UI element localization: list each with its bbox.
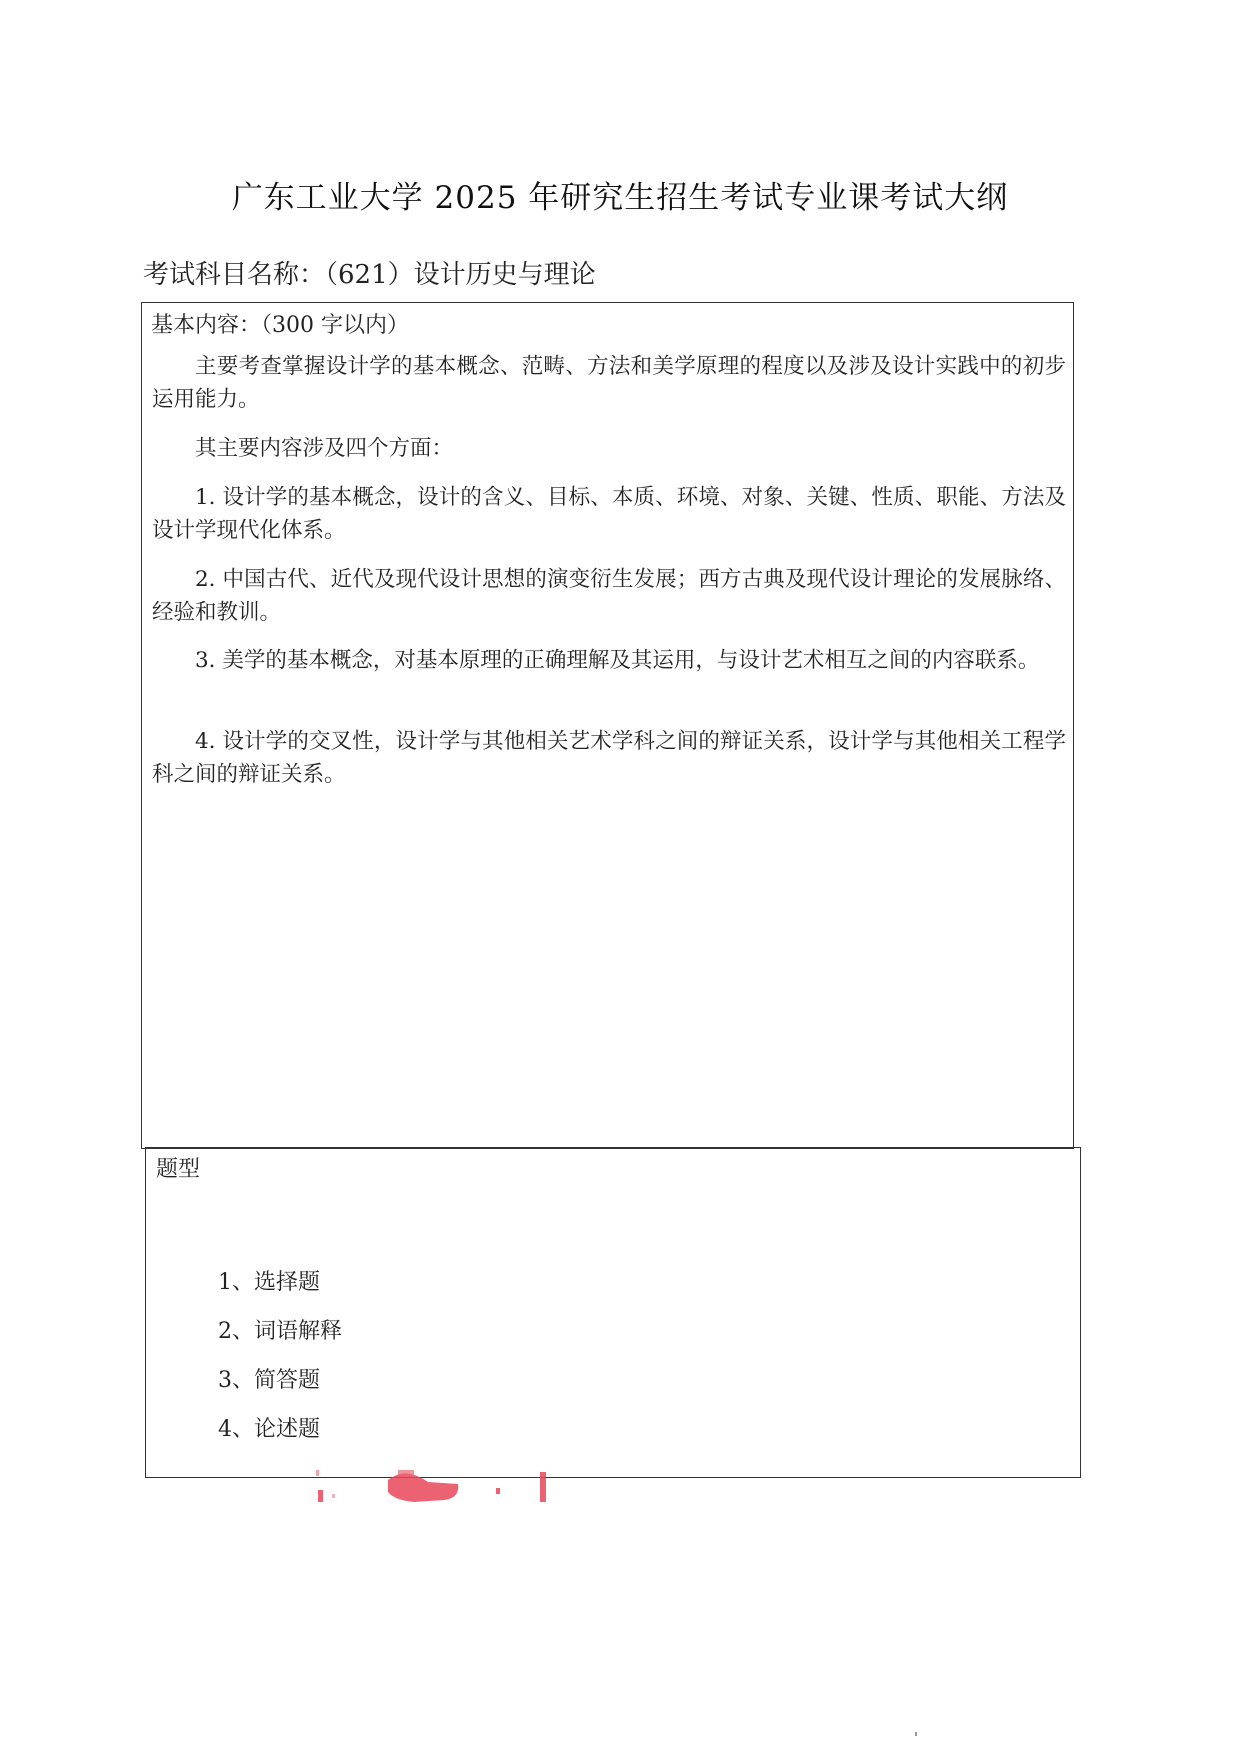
question-types-section xyxy=(145,1147,1081,1478)
content-paragraph-aspects: 其主要内容涉及四个方面： xyxy=(195,436,454,461)
scan-speck xyxy=(915,1732,917,1736)
question-type-item: 1、选择题 xyxy=(218,1270,320,1295)
content-paragraph-intro: 主要考查掌握设计学的基本概念、范畴、方法和美学原理的程度以及涉及设计实践中的初步运用能力。 xyxy=(152,354,1066,412)
document-title: 广东工业大学 2025 年研究生招生考试专业课考试大纲 xyxy=(231,180,1009,216)
content-paragraph-point-2: 2. 中国古代、近代及现代设计思想的演变衍生发展；西方古典及现代设计理论的发展脉络、经验和教训。 xyxy=(152,567,1066,625)
content-section xyxy=(141,302,1074,1149)
question-type-item: 3、简答题 xyxy=(218,1368,320,1393)
content-paragraph-point-1: 1. 设计学的基本概念，设计的含义、目标、本质、环境、对象、关键、性质、职能、方法及设计学现代化体系。 xyxy=(152,485,1066,543)
question-type-item: 4、论述题 xyxy=(218,1417,320,1442)
content-section-label: 基本内容：（300 字以内） xyxy=(151,313,409,338)
question-types-list xyxy=(218,1258,342,1454)
red-seal-stamp-fragment xyxy=(310,1462,550,1504)
exam-subject-line: 考试科目名称：（621）设计历史与理论 xyxy=(143,260,596,290)
question-types-label: 题型 xyxy=(156,1157,201,1182)
content-paragraph-point-3: 3. 美学的基本概念，对基本原理的正确理解及其运用，与设计艺术相互之间的内容联系。 xyxy=(195,648,1040,673)
content-paragraph-point-4: 4. 设计学的交叉性，设计学与其他相关艺术学科之间的辩证关系，设计学与其他相关工程学科之间的辩证关系。 xyxy=(152,729,1066,787)
question-type-item: 2、词语解释 xyxy=(218,1319,342,1344)
